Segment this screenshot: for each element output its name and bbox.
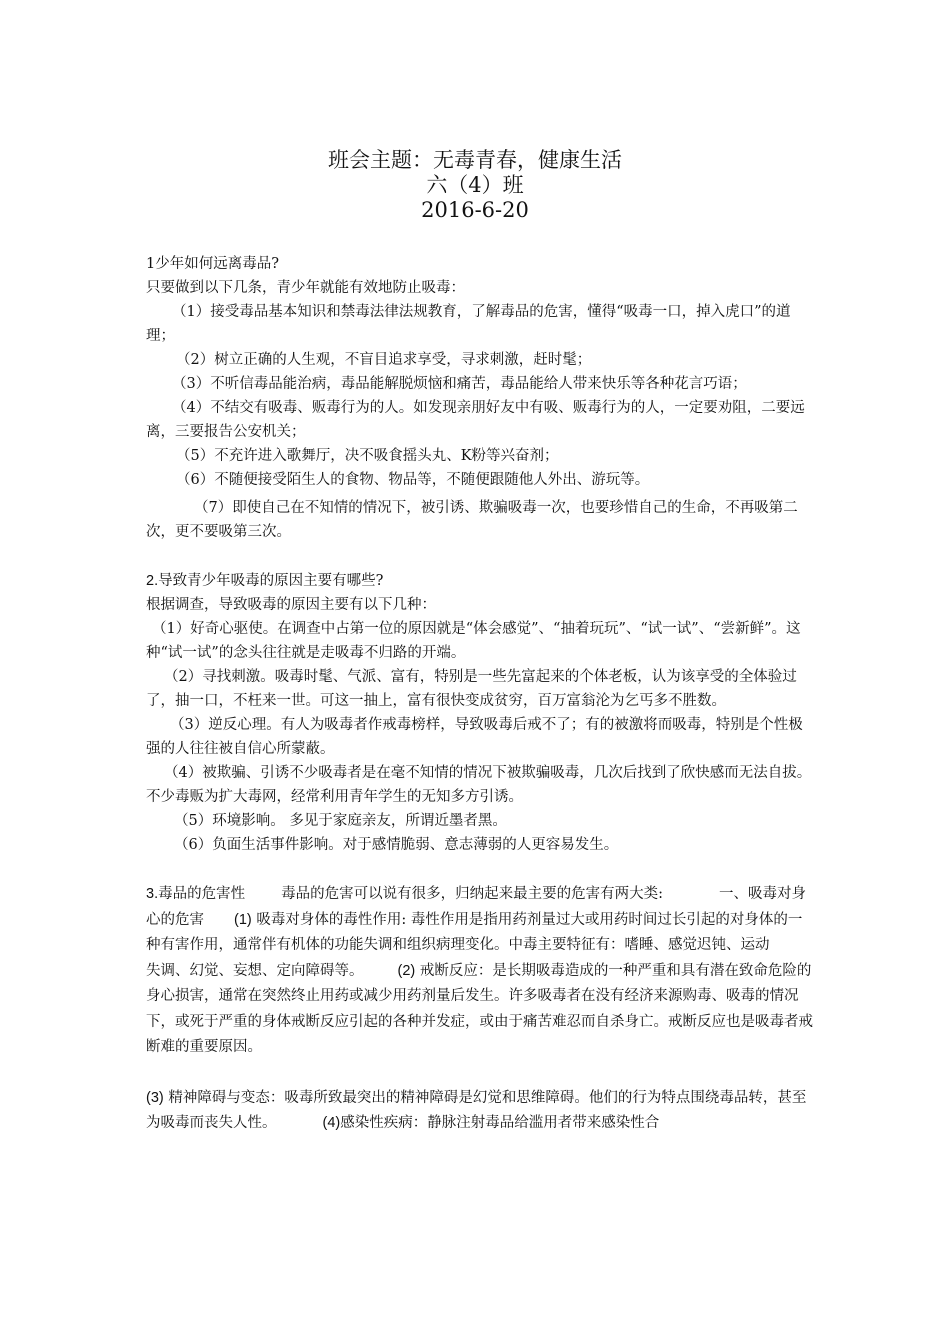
section2-heading: 2.导致青少年吸毒的原因主要有哪些? xyxy=(146,573,384,589)
section1-item: （4）不结交有吸毒、贩毒行为的人。如发现亲朋好友中有吸、贩毒行为的人，一定要劝阻，二要远离，三要报告公安机关； xyxy=(146,400,805,440)
section2-intro: 根据调查，导致吸毒的原因主要有以下几种： xyxy=(146,597,436,613)
section2-item: （1）好奇心驱使。在调查中占第一位的原因就是“体会感觉”、“抽着玩玩”、“试一试”、“尝新鲜”。这种“试一试”的念头往往就是走吸毒不归路的开端。 xyxy=(146,621,801,661)
section1-item: （5）不充许进入歌舞厅，决不吸食摇头丸、K粉等兴奋剂； xyxy=(176,448,559,464)
section1-intro: 只要做到以下几条，青少年就能有效地防止吸毒： xyxy=(146,280,465,296)
class-name: 六（4）班 xyxy=(426,173,524,197)
section2-item: （4）被欺骗、引诱不少吸毒者是在毫不知情的情况下被欺骗吸毒，几次后找到了欣快感而无法自拔。不少毒贩为扩大毒网，经常利用青年学生的无知多方引诱。 xyxy=(146,765,812,805)
section3-paragraph: 3.毒品的危害性 毒品的危害可以说有很多，归纳起来最主要的危害有两大类: 一、吸毒对身心的危害 (1) 吸毒对身体的毒性作用: 毒性作用是指用药剂量过大或用药时间过长引起的对身体的一种有害作用，通常伴有机体的功能失调和组织病理变化。中毒主要特征有：嗜睡、感觉迟钝、运动失调、幻觉、妄想、定向障碍等。 (2) 戒断反应：是长期吸毒造成的一种严重和具有潜在致命危险的身心损害，通常在突然终止用药或减少用药剂量后发生。许多吸毒者在没有经济来源购毒、吸毒的情况下，或死于严重的身体戒断反应引起的各种并发症，或由于痛苦难忍而自杀身亡。戒断反应也是吸毒者戒断难的重要原因。 xyxy=(146,886,813,1055)
section2-item: （5）环境影响。 多见于家庭亲友，所谓近墨者黑。 xyxy=(174,813,507,829)
title-block xyxy=(0,148,950,223)
section1-item: （1）接受毒品基本知识和禁毒法律法规教育，了解毒品的危害，懂得“吸毒一口，掉入虎口”的道理； xyxy=(146,304,791,344)
date: 2016-6-20 xyxy=(421,198,529,222)
section2-item: （6）负面生活事件影响。对于感情脆弱、意志薄弱的人更容易发生。 xyxy=(174,837,619,853)
document-body xyxy=(146,252,814,1137)
section1-item: （3）不听信毒品能治病，毒品能解脱烦恼和痛苦，毒品能给人带来快乐等各种花言巧语； xyxy=(172,376,747,392)
section2-item: （3）逆反心理。有人为吸毒者作戒毒榜样，导致吸毒后戒不了；有的被激将而吸毒，特别是个性极强的人往往被自信心所蒙蔽。 xyxy=(146,717,803,757)
page-title: 班会主题：无毒青春，健康生活 xyxy=(328,148,622,172)
section1-item: （7）即使自己在不知情的情况下，被引诱、欺骗吸毒一次，也要珍惜自己的生命，不再吸第二次，更不要吸第三次。 xyxy=(146,500,798,540)
section2-item: （2）寻找刺激。吸毒时髦、气派、富有，特别是一些先富起来的个体老板，认为该享受的全体验过了，抽一口，不枉来一世。可这一抽上，富有很快变成贫穷，百万富翁沦为乞丐多不胜数。 xyxy=(146,669,797,709)
section1-item: （2）树立正确的人生观，不盲目追求享受，寻求刺激，赶时髦； xyxy=(176,352,592,368)
section1-item: （6）不随便接受陌生人的食物、物品等，不随便跟随他人外出、游玩等。 xyxy=(176,472,650,488)
section3-paragraph-2: (3) 精神障碍与变态：吸毒所致最突出的精神障碍是幻觉和思维障碍。他们的行为特点围绕毒品转，甚至为吸毒而丧失人性。 (4)感染性疾病：静脉注射毒品给滥用者带来感染性合 xyxy=(146,1089,807,1131)
section1-heading: 1少年如何远离毒品? xyxy=(146,256,279,272)
